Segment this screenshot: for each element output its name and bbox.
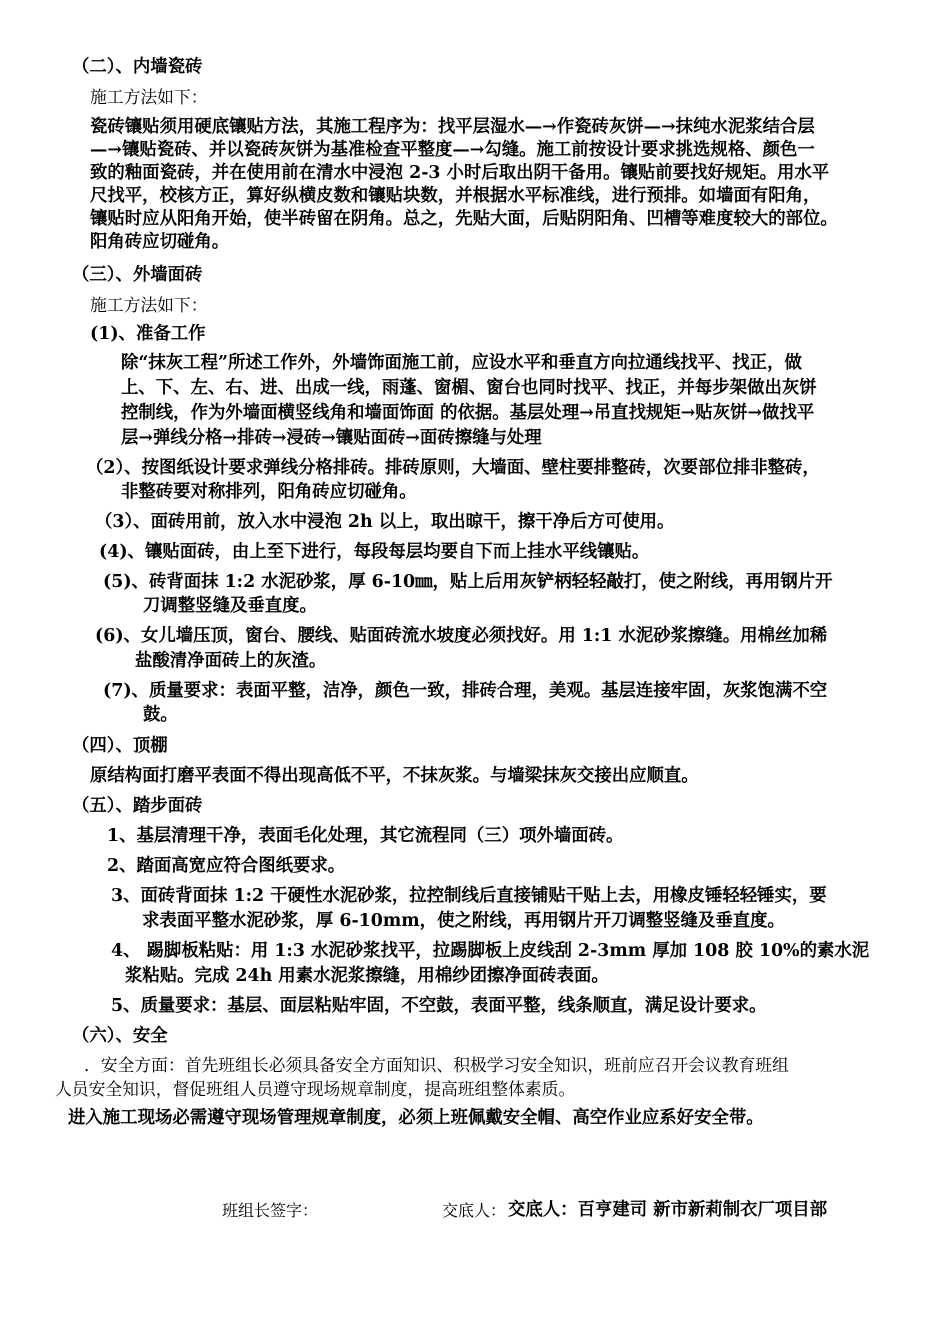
section2-heading: （二）、内墙瓷砖 xyxy=(72,57,203,77)
section3-item1-line: 除“抹灰工程”所述工作外，外墙饰面施工前，应设水平和垂直方向拉通线找平、找正，做 xyxy=(121,353,802,373)
section2-line: 瓷砖镶贴须用硬底镶贴方法，其施工程序为：找平层湿水—→作瓷砖灰饼—→抹纯水泥浆结合层 xyxy=(90,117,815,137)
section3-heading: （三）、外墙面砖 xyxy=(72,265,203,285)
section2-line: —→镶贴瓷砖、并以瓷砖灰饼为基准检查平整度—→勾缝。施工前按设计要求挑选规格、颜色一 xyxy=(90,140,815,160)
section5-item1: 1、基层清理干净，表面毛化处理，其它流程同（三）项外墙面砖。 xyxy=(107,826,624,846)
section2-line: 尺找平，校核方正，算好纵横皮数和镶贴块数，并根据水平标准线，进行预排。如墙面有阳角， xyxy=(90,186,821,206)
section6-final: 进入施工现场必需遵守现场管理规章制度，必须上班佩戴安全帽、高空作业应系好安全带。 xyxy=(68,1108,764,1128)
section3-item6-line: 盐酸清净面砖上的灰渣。 xyxy=(135,651,327,671)
section3-method-label: 施工方法如下： xyxy=(90,295,208,315)
section3-item4: (4)、镶贴面砖，由上至下进行，每段每层均要自下而上挂水平线镶贴。 xyxy=(99,542,650,562)
section5-item3-line: 3、面砖背面抹 1:2 干硬性水泥砂浆，拉控制线后直接铺贴干贴上去，用橡皮锤轻轻锤实，要 xyxy=(111,886,827,906)
section3-item1-line: 控制线，作为外墙面横竖线角和墙面饰面 的依据。基层处理→吊直找规矩→贴灰饼→做找平 xyxy=(121,403,815,423)
section3-item2-line: 非整砖要对称排列，阳角砖应切碰角。 xyxy=(121,482,417,502)
section3-item7-line: (7)、质量要求：表面平整，洁净，颜色一致，排砖合理，美观。基层连接牢固，灰浆饱满不空 xyxy=(103,681,828,701)
section3-item5-line: 刀调整竖缝及垂直度。 xyxy=(143,596,317,616)
section3-item2-line: （2）、按图纸设计要求弹线分格排砖。排砖原则，大墙面、壁柱要排整砖，次要部位排非整砖， xyxy=(86,458,820,478)
section2-line: 镶贴时应从阳角开始，使半砖留在阴角。总之，先贴大面，后贴阴阳角、凹槽等难度较大的部位。 xyxy=(90,209,838,229)
section3-item1-line: 层→弹线分格→排砖→浸砖→镶贴面砖→面砖擦缝与处理 xyxy=(121,428,542,448)
handover-label: 交底人： xyxy=(442,1201,507,1220)
section3-item7-line: 鼓。 xyxy=(143,705,178,725)
section4-text: 原结构面打磨平表面不得出现高低不平，不抹灰浆。与墙梁抹灰交接出应顺直。 xyxy=(90,766,699,786)
section2-method-label: 施工方法如下： xyxy=(90,87,208,107)
section6-line: 人员安全知识，督促班组人员遵守现场规章制度，提高班组整体素质。 xyxy=(55,1079,576,1099)
section3-item1-title: (1)、准备工作 xyxy=(90,324,206,344)
section5-item5: 5、质量要求：基层、面层粘贴牢固，不空鼓，表面平整，线条顺直，满足设计要求。 xyxy=(111,996,767,1016)
section6-line: ．安全方面：首先班组长必须具备安全方面知识、积极学习安全知识，班前应召开会议教育班组 xyxy=(84,1055,789,1075)
section3-item1-line: 上、下、左、右、进、出成一线，雨蓬、窗楣、窗台也同时找平、找正，并每步架做出灰饼 xyxy=(121,378,817,398)
section3-item3: （3）、面砖用前，放入水中浸泡 2h 以上，取出晾干，擦干净后方可使用。 xyxy=(95,512,675,532)
section5-item3-line: 求表面平整水泥砂浆，厚 6-10mm，使之附线，再用钢片开刀调整竖缝及垂直度。 xyxy=(142,911,785,931)
section3-item6-line: (6)、女儿墙压顶，窗台、腰线、贴面砖流水坡度必须找好。用 1:1 水泥砂浆擦缝。用棉丝加稀 xyxy=(95,626,828,646)
section5-item4-line: 浆粘贴。完成 24h 用素水泥浆擦缝，用棉纱团擦净面砖表面。 xyxy=(125,966,609,986)
section5-item4-line: 4、 踢脚板粘贴：用 1:3 水泥砂浆找平，拉踢脚板上皮线刮 2-3mm 厚加 108 胶 10%的素水泥 xyxy=(111,941,870,961)
section4-heading: （四）、顶棚 xyxy=(72,736,168,756)
handover-value: 交底人：百亨建司 新市新莉制衣厂项目部 xyxy=(508,1200,828,1220)
section5-item2: 2、踏面高宽应符合图纸要求。 xyxy=(107,856,346,876)
section3-item5-line: (5)、砖背面抹 1:2 水泥砂浆，厚 6-10㎜，贴上后用灰铲柄轻轻敲打，使之附线，再用钢片开 xyxy=(103,572,833,592)
section5-heading: （五）、踏步面砖 xyxy=(72,796,203,816)
leader-signature-label: 班组长签字： xyxy=(222,1201,319,1220)
section2-line: 致的釉面瓷砖，并在使用前在清水中浸泡 2-3 小时后取出阴干备用。镶贴前要找好规矩。用水平 xyxy=(90,163,830,183)
section2-line: 阳角砖应切碰角。 xyxy=(90,232,230,252)
section6-heading: （六）、安全 xyxy=(72,1026,168,1046)
